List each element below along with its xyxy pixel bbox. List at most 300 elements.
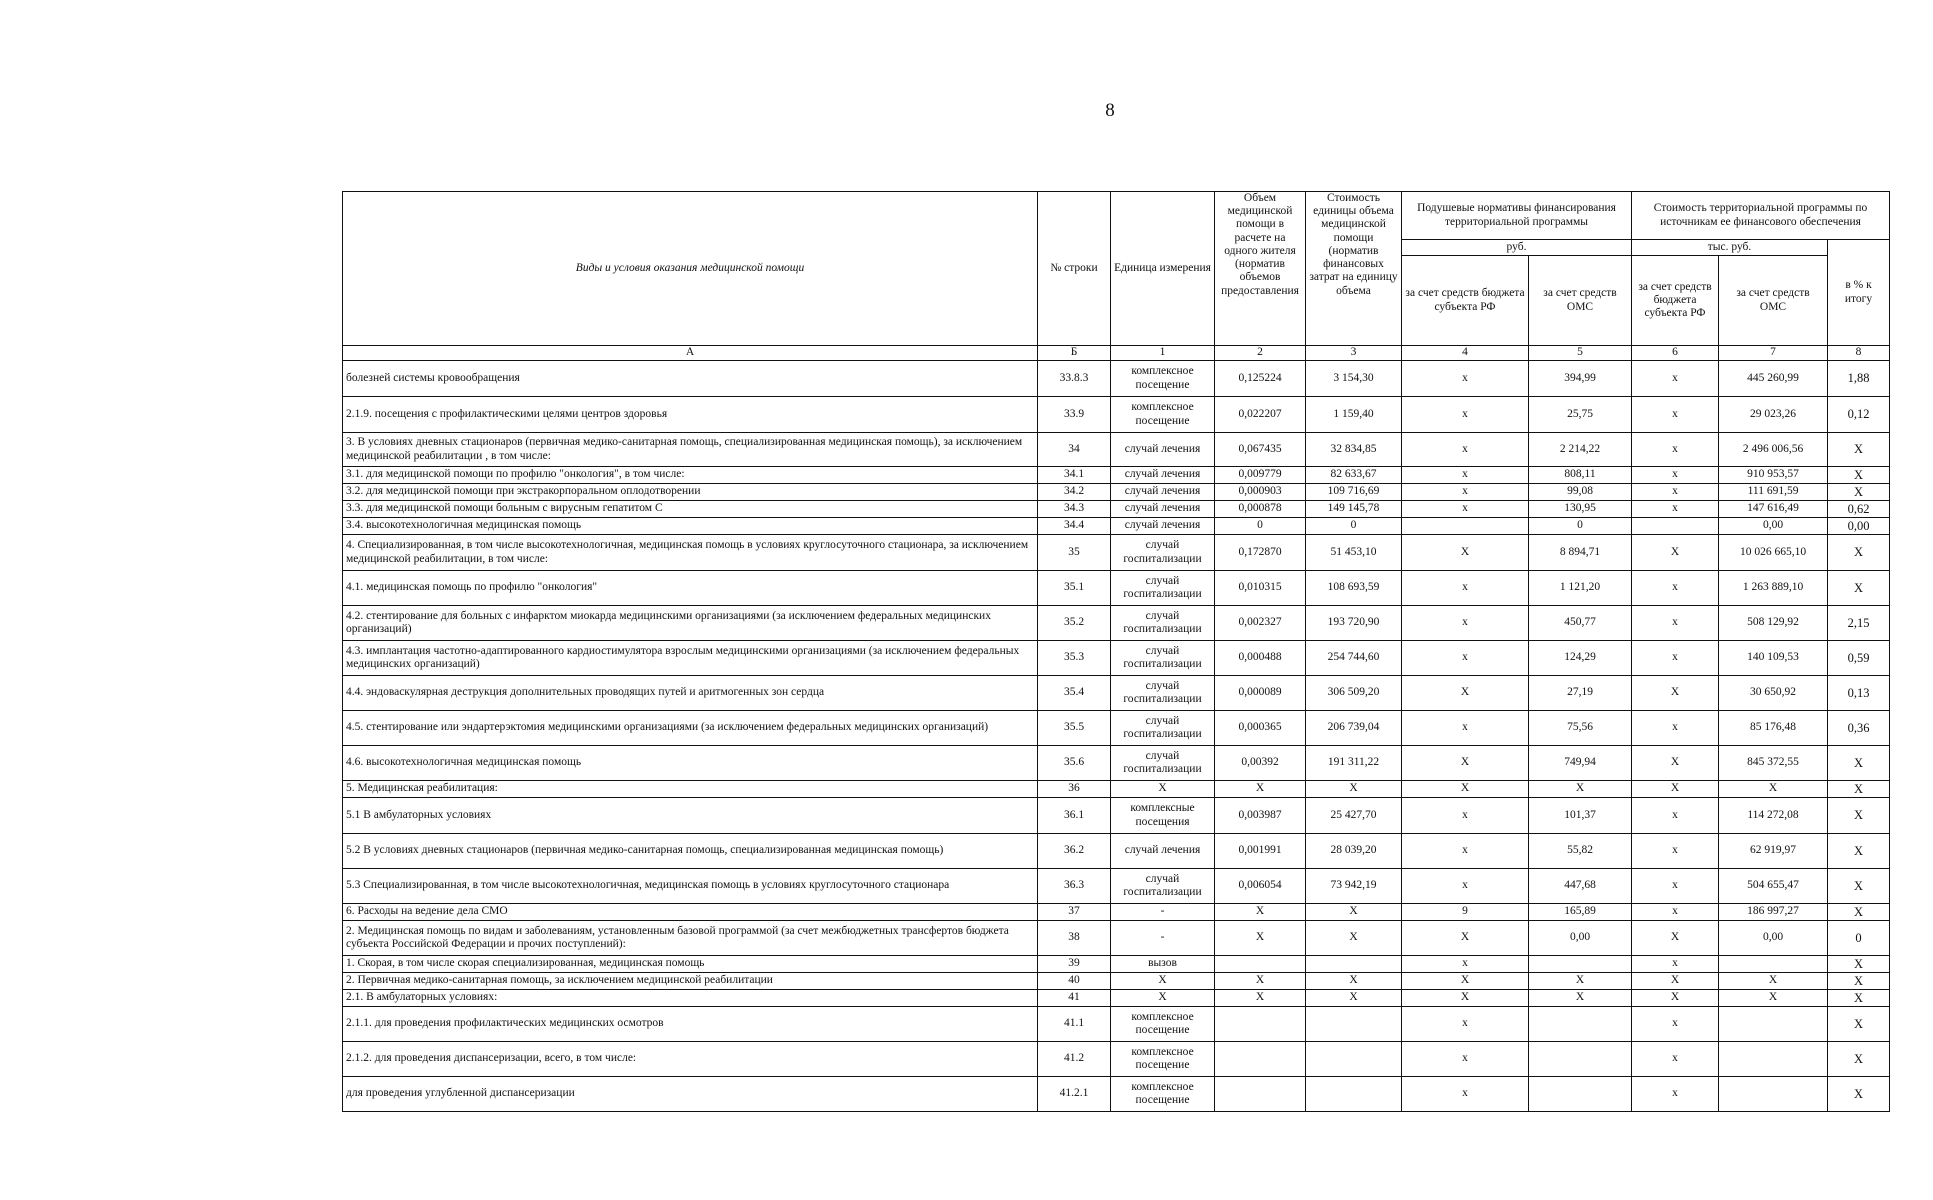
cell-budget-thous: х: [1632, 641, 1719, 676]
cell-name: для проведения углубленной диспансеризации: [343, 1077, 1038, 1112]
cell-row-no: 41.1: [1038, 1007, 1111, 1042]
cell-oms-thous: 0,00: [1719, 518, 1828, 535]
header-unit: Единица измерения: [1111, 192, 1215, 346]
header-group-per-capita: Подушевые нормативы финансирования территориальной программы: [1402, 192, 1632, 240]
cell-oms-rub: [1529, 1042, 1632, 1077]
cell-unit: случай госпитализации: [1111, 711, 1215, 746]
cell-name: 2.1.2. для проведения диспансеризации, всего, в том числе:: [343, 1042, 1038, 1077]
cell-budget-rub: х: [1402, 641, 1529, 676]
table-row: [343, 606, 1890, 641]
column-letter: 6: [1632, 346, 1719, 361]
cell-budget-thous: х: [1632, 1042, 1719, 1077]
cell-volume: Х: [1215, 904, 1306, 921]
cell-unit: комплексное посещение: [1111, 1007, 1215, 1042]
cell-budget-thous: х: [1632, 433, 1719, 467]
cell-row-no: 41.2.1: [1038, 1077, 1111, 1112]
cell-row-no: 34.2: [1038, 484, 1111, 501]
cell-oms-rub: 124,29: [1529, 641, 1632, 676]
cell-oms-thous: [1719, 1007, 1828, 1042]
cell-row-no: 37: [1038, 904, 1111, 921]
cell-oms-thous: 910 953,57: [1719, 467, 1828, 484]
cell-name: 4. Специализированная, в том числе высокотехнологичная, медицинская помощь в условиях круглосуточного стационара, за исключением медицинской реабилитации, в том числе:: [343, 535, 1038, 571]
cell-unit: Х: [1111, 781, 1215, 798]
cell-oms-thous: 85 176,48: [1719, 711, 1828, 746]
cell-oms-rub: 1 121,20: [1529, 571, 1632, 606]
cell-unit: случай госпитализации: [1111, 869, 1215, 904]
table-row: [343, 641, 1890, 676]
table-row: [343, 1007, 1890, 1042]
cell-row-no: 34.4: [1038, 518, 1111, 535]
cell-volume: [1215, 1042, 1306, 1077]
cell-cost: 25 427,70: [1306, 798, 1402, 834]
cell-cost: 254 744,60: [1306, 641, 1402, 676]
financing-table: [342, 191, 1890, 1112]
cell-budget-thous: х: [1632, 467, 1719, 484]
cell-cost: Х: [1306, 973, 1402, 990]
cell-budget-thous: х: [1632, 869, 1719, 904]
cell-budget-thous: [1632, 518, 1719, 535]
header-volume: Объем медицинской помощи в расчете на одного жителя (норматив объемов предоставления: [1215, 192, 1306, 346]
cell-name: 2.1.9. посещения с профилактическими целями центров здоровья: [343, 397, 1038, 433]
cell-percent: Х: [1828, 973, 1890, 990]
table-row: [343, 397, 1890, 433]
cell-oms-rub: 130,95: [1529, 501, 1632, 518]
cell-oms-thous: 10 026 665,10: [1719, 535, 1828, 571]
cell-percent: 0,00: [1828, 518, 1890, 535]
cell-budget-rub: х: [1402, 467, 1529, 484]
cell-budget-thous: Х: [1632, 973, 1719, 990]
cell-budget-rub: х: [1402, 501, 1529, 518]
cell-volume: 0,125224: [1215, 361, 1306, 397]
cell-name: 3. В условиях дневных стационаров (первичная медико-санитарная помощь, специализированная медицинская помощь), за исключением медицинской реабилитации , в том числе:: [343, 433, 1038, 467]
cell-volume: Х: [1215, 781, 1306, 798]
cell-percent: Х: [1828, 798, 1890, 834]
cell-budget-thous: Х: [1632, 676, 1719, 711]
cell-oms-rub: 749,94: [1529, 746, 1632, 781]
column-letter: 7: [1719, 346, 1828, 361]
cell-budget-rub: х: [1402, 1007, 1529, 1042]
cell-percent: Х: [1828, 990, 1890, 1007]
cell-name: 5.2 В условиях дневных стационаров (первичная медико-санитарная помощь, специализированная медицинская помощь): [343, 834, 1038, 869]
cell-oms-thous: 186 997,27: [1719, 904, 1828, 921]
cell-oms-rub: Х: [1529, 781, 1632, 798]
cell-oms-rub: 447,68: [1529, 869, 1632, 904]
cell-oms-thous: 2 496 006,56: [1719, 433, 1828, 467]
cell-budget-thous: х: [1632, 1077, 1719, 1112]
cell-unit: комплексное посещение: [1111, 1077, 1215, 1112]
cell-budget-rub: Х: [1402, 990, 1529, 1007]
cell-budget-rub: х: [1402, 606, 1529, 641]
cell-unit: комплексное посещение: [1111, 361, 1215, 397]
cell-unit: случай госпитализации: [1111, 606, 1215, 641]
cell-budget-rub: х: [1402, 869, 1529, 904]
header-percent: в % к итогу: [1828, 240, 1890, 346]
cell-oms-rub: [1529, 1077, 1632, 1112]
cell-cost: 3 154,30: [1306, 361, 1402, 397]
cell-budget-rub: х: [1402, 361, 1529, 397]
cell-volume: 0,000488: [1215, 641, 1306, 676]
cell-row-no: 35.5: [1038, 711, 1111, 746]
cell-budget-rub: х: [1402, 798, 1529, 834]
cell-oms-rub: 450,77: [1529, 606, 1632, 641]
table-row: [343, 973, 1890, 990]
cell-budget-rub: х: [1402, 956, 1529, 973]
column-letter: 3: [1306, 346, 1402, 361]
table-row: [343, 1077, 1890, 1112]
cell-oms-rub: 2 214,22: [1529, 433, 1632, 467]
cell-percent: Х: [1828, 904, 1890, 921]
cell-oms-rub: Х: [1529, 990, 1632, 1007]
cell-percent: Х: [1828, 834, 1890, 869]
cell-unit: -: [1111, 921, 1215, 956]
cell-percent: Х: [1828, 571, 1890, 606]
cell-budget-rub: Х: [1402, 973, 1529, 990]
cell-percent: Х: [1828, 746, 1890, 781]
cell-cost: Х: [1306, 990, 1402, 1007]
cell-budget-thous: х: [1632, 484, 1719, 501]
cell-budget-rub: х: [1402, 1077, 1529, 1112]
cell-cost: 206 739,04: [1306, 711, 1402, 746]
cell-row-no: 39: [1038, 956, 1111, 973]
column-letter: 5: [1529, 346, 1632, 361]
cell-unit: комплексное посещение: [1111, 1042, 1215, 1077]
cell-percent: Х: [1828, 467, 1890, 484]
table-row: [343, 518, 1890, 535]
cell-volume: 0,000365: [1215, 711, 1306, 746]
cell-unit: комплексные посещения: [1111, 798, 1215, 834]
cell-cost: 1 159,40: [1306, 397, 1402, 433]
cell-row-no: 33.9: [1038, 397, 1111, 433]
cell-oms-rub: 0,00: [1529, 921, 1632, 956]
cell-oms-thous: 845 372,55: [1719, 746, 1828, 781]
cell-row-no: 36.1: [1038, 798, 1111, 834]
cell-oms-thous: 445 260,99: [1719, 361, 1828, 397]
cell-budget-thous: х: [1632, 606, 1719, 641]
cell-percent: 0,62: [1828, 501, 1890, 518]
column-letter: Б: [1038, 346, 1111, 361]
cell-percent: 0,59: [1828, 641, 1890, 676]
cell-unit: случай госпитализации: [1111, 746, 1215, 781]
table-row: [343, 467, 1890, 484]
cell-budget-rub: Х: [1402, 781, 1529, 798]
cell-row-no: 35: [1038, 535, 1111, 571]
cell-cost: 0: [1306, 518, 1402, 535]
header-budget-rub: за счет средств бюджета субъекта РФ: [1402, 256, 1529, 346]
cell-oms-rub: 101,37: [1529, 798, 1632, 834]
cell-unit: случай госпитализации: [1111, 571, 1215, 606]
cell-row-no: 41: [1038, 990, 1111, 1007]
cell-budget-thous: Х: [1632, 781, 1719, 798]
cell-budget-rub: Х: [1402, 921, 1529, 956]
cell-row-no: 35.6: [1038, 746, 1111, 781]
cell-volume: 0,00392: [1215, 746, 1306, 781]
table-row: [343, 433, 1890, 467]
cell-oms-rub: 27,19: [1529, 676, 1632, 711]
cell-name: 2. Медицинская помощь по видам и заболеваниям, установленным базовой программой (за счет межбюджетных трансфертов бюджета субъекта Российской Федерации и прочих поступлений):: [343, 921, 1038, 956]
cell-volume: [1215, 1077, 1306, 1112]
cell-oms-thous: Х: [1719, 781, 1828, 798]
cell-cost: 51 453,10: [1306, 535, 1402, 571]
table-row: [343, 921, 1890, 956]
cell-volume: 0,172870: [1215, 535, 1306, 571]
cell-row-no: 33.8.3: [1038, 361, 1111, 397]
cell-oms-thous: [1719, 956, 1828, 973]
table-row: [343, 1042, 1890, 1077]
cell-volume: 0,000878: [1215, 501, 1306, 518]
cell-unit: случай госпитализации: [1111, 641, 1215, 676]
table-row: [343, 781, 1890, 798]
cell-oms-thous: [1719, 1077, 1828, 1112]
cell-percent: Х: [1828, 535, 1890, 571]
table-row: [343, 834, 1890, 869]
cell-budget-rub: х: [1402, 571, 1529, 606]
cell-oms-thous: 1 263 889,10: [1719, 571, 1828, 606]
cell-row-no: 41.2: [1038, 1042, 1111, 1077]
cell-name: 3.4. высокотехнологичная медицинская помощь: [343, 518, 1038, 535]
cell-percent: Х: [1828, 1042, 1890, 1077]
cell-unit: Х: [1111, 990, 1215, 1007]
cell-unit: комплексное посещение: [1111, 397, 1215, 433]
cell-cost: [1306, 1042, 1402, 1077]
cell-name: 5.1 В амбулаторных условиях: [343, 798, 1038, 834]
cell-oms-thous: Х: [1719, 973, 1828, 990]
cell-budget-rub: [1402, 518, 1529, 535]
cell-name: 4.5. стентирование или эндартерэктомия медицинскими организациями (за исключением федеральных медицинских организаций): [343, 711, 1038, 746]
cell-oms-rub: [1529, 956, 1632, 973]
cell-budget-rub: Х: [1402, 676, 1529, 711]
table-row: [343, 869, 1890, 904]
cell-cost: 149 145,78: [1306, 501, 1402, 518]
cell-row-no: 35.3: [1038, 641, 1111, 676]
header-group-cost: Стоимость территориальной программы по источникам ее финансового обеспечения: [1632, 192, 1890, 240]
cell-oms-rub: 8 894,71: [1529, 535, 1632, 571]
cell-oms-thous: 140 109,53: [1719, 641, 1828, 676]
table-row: [343, 361, 1890, 397]
cell-percent: Х: [1828, 433, 1890, 467]
column-letter: 1: [1111, 346, 1215, 361]
cell-percent: Х: [1828, 1007, 1890, 1042]
cell-cost: 306 509,20: [1306, 676, 1402, 711]
cell-name: 3.3. для медицинской помощи больным с вирусным гепатитом С: [343, 501, 1038, 518]
cell-volume: Х: [1215, 921, 1306, 956]
cell-unit: случай лечения: [1111, 518, 1215, 535]
cell-percent: 0,36: [1828, 711, 1890, 746]
cell-budget-thous: х: [1632, 571, 1719, 606]
cell-cost: 193 720,90: [1306, 606, 1402, 641]
table-row: [343, 484, 1890, 501]
cell-unit: Х: [1111, 973, 1215, 990]
table-row: [343, 904, 1890, 921]
cell-cost: [1306, 956, 1402, 973]
cell-cost: 191 311,22: [1306, 746, 1402, 781]
cell-budget-rub: х: [1402, 433, 1529, 467]
cell-budget-rub: х: [1402, 711, 1529, 746]
cell-percent: 0,13: [1828, 676, 1890, 711]
cell-percent: Х: [1828, 484, 1890, 501]
cell-row-no: 36: [1038, 781, 1111, 798]
header-row-no: № строки: [1038, 192, 1111, 346]
cell-oms-thous: 147 616,49: [1719, 501, 1828, 518]
cell-cost: [1306, 1077, 1402, 1112]
cell-percent: Х: [1828, 869, 1890, 904]
cell-row-no: 34: [1038, 433, 1111, 467]
cell-budget-rub: Х: [1402, 535, 1529, 571]
cell-volume: 0: [1215, 518, 1306, 535]
cell-volume: 0,067435: [1215, 433, 1306, 467]
cell-budget-thous: х: [1632, 834, 1719, 869]
table-row: [343, 798, 1890, 834]
cell-cost: Х: [1306, 781, 1402, 798]
cell-row-no: 36.2: [1038, 834, 1111, 869]
cell-row-no: 35.2: [1038, 606, 1111, 641]
cell-row-no: 34.1: [1038, 467, 1111, 484]
cell-percent: Х: [1828, 956, 1890, 973]
cell-oms-thous: 62 919,97: [1719, 834, 1828, 869]
cell-oms-thous: 111 691,59: [1719, 484, 1828, 501]
column-letters-row: [343, 346, 1890, 361]
cell-oms-rub: 0: [1529, 518, 1632, 535]
cell-cost: 28 039,20: [1306, 834, 1402, 869]
cell-volume: 0,010315: [1215, 571, 1306, 606]
cell-oms-rub: Х: [1529, 973, 1632, 990]
cell-name: 6. Расходы на ведение дела СМО: [343, 904, 1038, 921]
cell-volume: 0,022207: [1215, 397, 1306, 433]
cell-cost: [1306, 1007, 1402, 1042]
table-body: [343, 361, 1890, 1112]
cell-percent: 0: [1828, 921, 1890, 956]
header-oms-thous: за счет средств ОМС: [1719, 256, 1828, 346]
cell-oms-thous: 508 129,92: [1719, 606, 1828, 641]
cell-oms-rub: 55,82: [1529, 834, 1632, 869]
cell-name: 4.4. эндоваскулярная деструкция дополнительных проводящих путей и аритмогенных зон сердца: [343, 676, 1038, 711]
cell-oms-thous: 0,00: [1719, 921, 1828, 956]
cell-budget-rub: х: [1402, 834, 1529, 869]
cell-percent: 2,15: [1828, 606, 1890, 641]
cell-budget-rub: 9: [1402, 904, 1529, 921]
cell-oms-thous: 29 023,26: [1719, 397, 1828, 433]
cell-cost: 32 834,85: [1306, 433, 1402, 467]
cell-oms-thous: Х: [1719, 990, 1828, 1007]
cell-volume: [1215, 956, 1306, 973]
cell-oms-rub: 165,89: [1529, 904, 1632, 921]
cell-oms-rub: 75,56: [1529, 711, 1632, 746]
cell-unit: случай лечения: [1111, 834, 1215, 869]
cell-name: 2.1.1. для проведения профилактических медицинских осмотров: [343, 1007, 1038, 1042]
cell-unit: случай лечения: [1111, 433, 1215, 467]
cell-name: 5.3 Специализированная, в том числе высокотехнологичная, медицинская помощь в условиях круглосуточного стационара: [343, 869, 1038, 904]
header-budget-thous: за счет средств бюджета субъекта РФ: [1632, 256, 1719, 346]
cell-name: 2.1. В амбулаторных условиях:: [343, 990, 1038, 1007]
cell-cost: Х: [1306, 921, 1402, 956]
cell-row-no: 40: [1038, 973, 1111, 990]
cell-volume: Х: [1215, 973, 1306, 990]
cell-budget-rub: х: [1402, 397, 1529, 433]
cell-percent: Х: [1828, 1077, 1890, 1112]
cell-budget-rub: х: [1402, 1042, 1529, 1077]
cell-budget-thous: х: [1632, 361, 1719, 397]
cell-row-no: 35.1: [1038, 571, 1111, 606]
cell-budget-thous: х: [1632, 956, 1719, 973]
cell-oms-rub: 99,08: [1529, 484, 1632, 501]
header-name: Виды и условия оказания медицинской помощи: [343, 192, 1038, 346]
cell-cost: 73 942,19: [1306, 869, 1402, 904]
column-letter: 2: [1215, 346, 1306, 361]
cell-cost: 109 716,69: [1306, 484, 1402, 501]
header-cost: Стоимость единицы объема медицинской помощи (норматив финансовых затрат на единицу объема: [1306, 192, 1402, 346]
table-row: [343, 501, 1890, 518]
cell-row-no: 38: [1038, 921, 1111, 956]
cell-percent: Х: [1828, 781, 1890, 798]
cell-volume: 0,006054: [1215, 869, 1306, 904]
cell-cost: 108 693,59: [1306, 571, 1402, 606]
cell-budget-thous: Х: [1632, 990, 1719, 1007]
header-oms-rub: за счет средств ОМС: [1529, 256, 1632, 346]
cell-budget-thous: х: [1632, 397, 1719, 433]
cell-name: 3.2. для медицинской помощи при экстракорпоральном оплодотворении: [343, 484, 1038, 501]
table-row: [343, 676, 1890, 711]
cell-name: 2. Первичная медико-санитарная помощь, за исключением медицинской реабилитации: [343, 973, 1038, 990]
cell-unit: вызов: [1111, 956, 1215, 973]
table-row: [343, 571, 1890, 606]
cell-volume: 0,009779: [1215, 467, 1306, 484]
page-number: 8: [1105, 100, 1115, 121]
cell-volume: 0,003987: [1215, 798, 1306, 834]
cell-oms-thous: [1719, 1042, 1828, 1077]
table-row: [343, 746, 1890, 781]
table-row: [343, 535, 1890, 571]
column-letter: А: [343, 346, 1038, 361]
cell-budget-rub: Х: [1402, 746, 1529, 781]
cell-name: 1. Скорая, в том числе скорая специализированная, медицинская помощь: [343, 956, 1038, 973]
cell-budget-thous: х: [1632, 798, 1719, 834]
cell-cost: Х: [1306, 904, 1402, 921]
cell-volume: 0,000089: [1215, 676, 1306, 711]
table-row: [343, 956, 1890, 973]
cell-oms-thous: 114 272,08: [1719, 798, 1828, 834]
cell-row-no: 35.4: [1038, 676, 1111, 711]
table-row: [343, 990, 1890, 1007]
column-letter: 8: [1828, 346, 1890, 361]
cell-row-no: 36.3: [1038, 869, 1111, 904]
cell-unit: случай лечения: [1111, 501, 1215, 518]
cell-volume: Х: [1215, 990, 1306, 1007]
cell-budget-thous: х: [1632, 711, 1719, 746]
cell-volume: 0,000903: [1215, 484, 1306, 501]
cell-oms-thous: 504 655,47: [1719, 869, 1828, 904]
cell-name: 5. Медицинская реабилитация:: [343, 781, 1038, 798]
cell-budget-thous: х: [1632, 1007, 1719, 1042]
cell-budget-thous: х: [1632, 904, 1719, 921]
cell-budget-thous: х: [1632, 501, 1719, 518]
header-unit-thous: тыс. руб.: [1632, 240, 1828, 256]
cell-unit: случай госпитализации: [1111, 676, 1215, 711]
cell-name: 4.6. высокотехнологичная медицинская помощь: [343, 746, 1038, 781]
cell-budget-rub: х: [1402, 484, 1529, 501]
cell-budget-thous: Х: [1632, 535, 1719, 571]
cell-cost: 82 633,67: [1306, 467, 1402, 484]
cell-name: 4.3. имплантация частотно-адаптированного кардиостимулятора взрослым медицинскими организациями (за исключением федеральных медицинских организаций): [343, 641, 1038, 676]
cell-oms-rub: 808,11: [1529, 467, 1632, 484]
table-row: [343, 711, 1890, 746]
cell-unit: случай лечения: [1111, 467, 1215, 484]
cell-volume: 0,002327: [1215, 606, 1306, 641]
cell-oms-rub: [1529, 1007, 1632, 1042]
cell-volume: 0,001991: [1215, 834, 1306, 869]
cell-percent: 1,88: [1828, 361, 1890, 397]
cell-budget-thous: Х: [1632, 746, 1719, 781]
cell-volume: [1215, 1007, 1306, 1042]
cell-name: болезней системы кровообращения: [343, 361, 1038, 397]
